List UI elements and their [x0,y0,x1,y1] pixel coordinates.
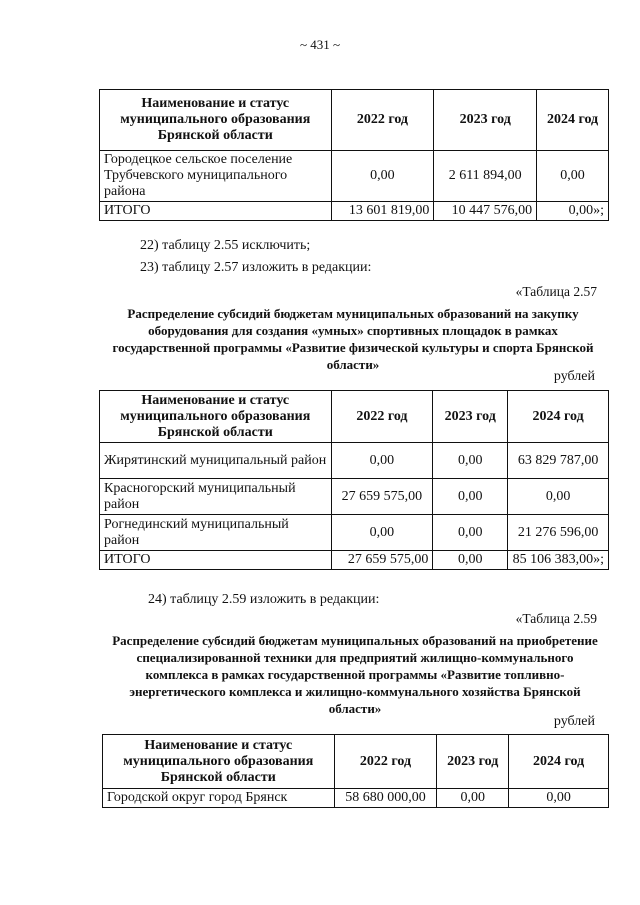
cell-2023: 0,00 [433,515,508,551]
cell-2024: 0,00 [509,789,609,808]
table-title-2-57: Распределение субсидий бюджетам муниципальных образований на закупку оборудования для создания «умных» спортивных площадок в рамках государственной программы «Развитие физической культуры и спорта Брянской области» [112,306,594,372]
unit-label: рублей [553,369,595,384]
cell-2023: 10 447 576,00 [434,202,537,221]
cell-2022: 0,00 [331,151,434,202]
cell-name: Красногорский муниципальный район [100,479,332,515]
cell-2022: 0,00 [331,515,433,551]
table-header-row [103,735,609,789]
cell-2024: 85 106 383,00»; [508,551,609,570]
cell-2023: 0,00 [433,479,508,515]
table-title-2-59: Распределение субсидий бюджетам муниципальных образований на приобретение специализированной техники для предприятий жилищно-коммунального комплекса в рамках государственной программы «Развитие топливно-энергетического комплекса и жилищно-коммунального хозяйства Брянской области» [112,633,598,716]
cell-name: ИТОГО [100,551,332,570]
cell-2023: 0,00 [437,789,509,808]
header-2022: 2022 год [334,735,437,789]
cell-name: Рогнединский муниципальный район [100,515,332,551]
table-row [100,151,609,202]
cell-2022: 13 601 819,00 [331,202,434,221]
table-row [100,515,609,551]
header-2024: 2024 год [508,391,609,443]
header-2023: 2023 год [434,90,537,151]
header-2022: 2022 год [331,391,433,443]
table-row [100,443,609,479]
table-2-57 [99,390,609,570]
cell-2024: 63 829 787,00 [508,443,609,479]
cell-2022: 27 659 575,00 [331,551,433,570]
page-number: ~ 431 ~ [299,37,341,52]
table-caption-2-57: «Таблица 2.57 [515,284,597,299]
table-header-row [100,391,609,443]
table-total-row [100,551,609,570]
unit-label: рублей [553,714,595,729]
cell-2023: 2 611 894,00 [434,151,537,202]
cell-2022: 0,00 [331,443,433,479]
table-2-59 [102,734,609,808]
cell-2024: 0,00 [508,479,609,515]
cell-name: Городецкое сельское поселение Трубчевского муниципального района [100,151,332,202]
header-municipality: Наименование и статус муниципального образования Брянской области [103,735,335,789]
header-2024: 2024 год [509,735,609,789]
header-municipality: Наименование и статус муниципального образования Брянской области [100,90,332,151]
header-2022: 2022 год [331,90,434,151]
list-item-22: 22) таблицу 2.55 исключить; [140,238,311,253]
header-2024: 2024 год [537,90,609,151]
cell-2024: 0,00 [537,151,609,202]
cell-name: Жирятинский муниципальный район [100,443,332,479]
table-header-row [100,90,609,151]
cell-2023: 0,00 [433,443,508,479]
cell-name: ИТОГО [100,202,332,221]
list-item-24: 24) таблицу 2.59 изложить в редакции: [148,592,380,607]
table-total-row [100,202,609,221]
cell-2024: 0,00»; [537,202,609,221]
cell-2022: 27 659 575,00 [331,479,433,515]
cell-2023: 0,00 [433,551,508,570]
table-caption-2-59: «Таблица 2.59 [515,611,597,626]
header-municipality: Наименование и статус муниципального образования Брянской области [100,391,332,443]
cell-2022: 58 680 000,00 [334,789,437,808]
table-row [100,479,609,515]
list-item-23: 23) таблицу 2.57 изложить в редакции: [140,260,372,275]
header-2023: 2023 год [437,735,509,789]
table-row [103,789,609,808]
table-continuation [99,89,609,221]
header-2023: 2023 год [433,391,508,443]
cell-name: Городской округ город Брянск [103,789,335,808]
cell-2024: 21 276 596,00 [508,515,609,551]
